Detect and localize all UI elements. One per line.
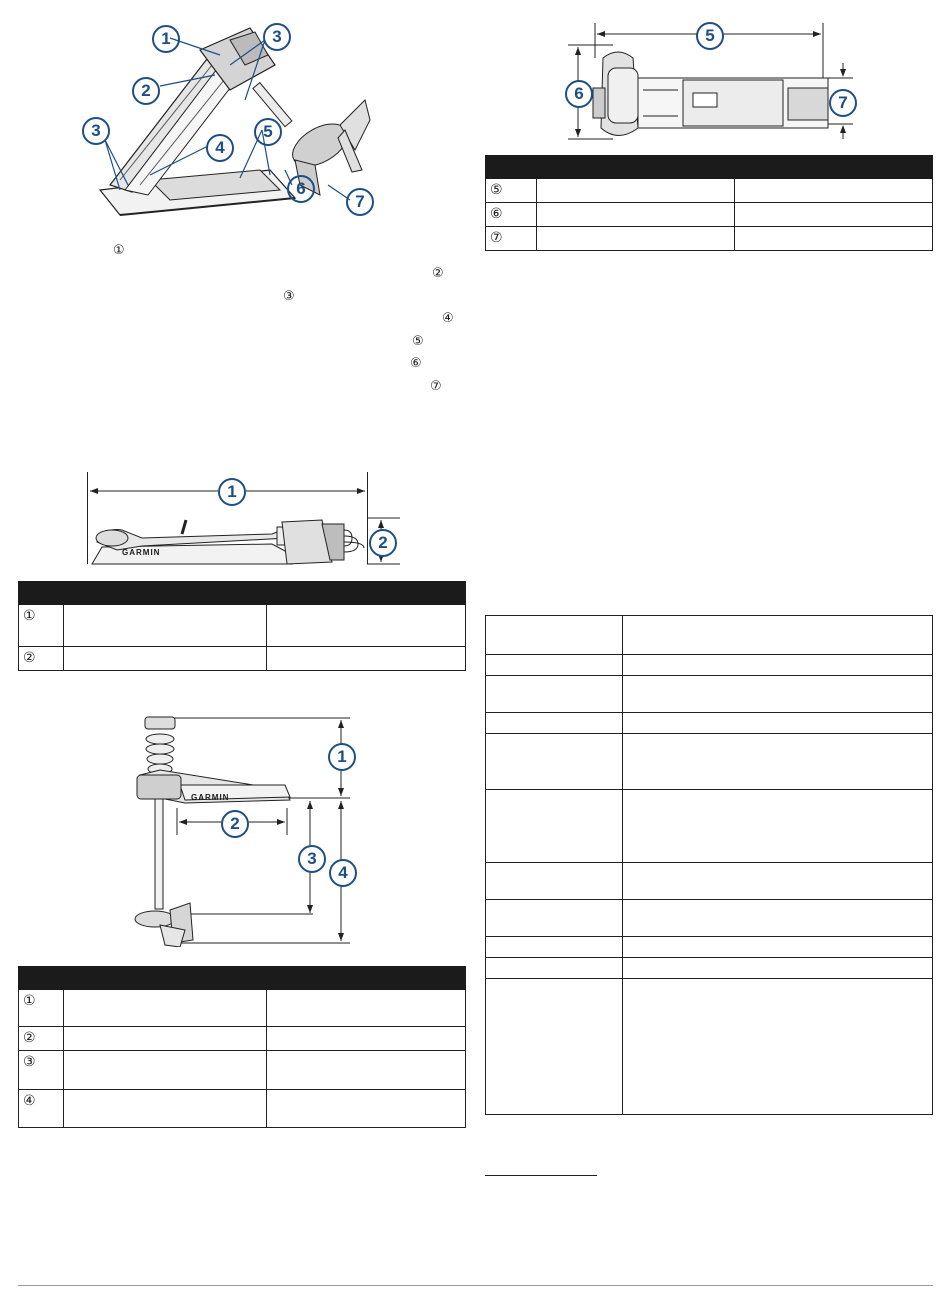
table-row (486, 863, 933, 900)
table-header (486, 156, 933, 179)
footnote-rule (485, 1175, 597, 1176)
callout-1: 1 (152, 25, 180, 53)
callout-3: 3 (298, 845, 326, 873)
table-row (19, 1051, 466, 1090)
legend-marker-3: ③ (283, 289, 295, 304)
callout-1: 1 (218, 478, 246, 506)
table-row (486, 676, 933, 713)
callout-5: 5 (254, 118, 282, 146)
table-row (486, 790, 933, 863)
table-row (486, 734, 933, 790)
table-row (19, 1027, 466, 1051)
figure-front-view (125, 715, 360, 947)
callout-2: 2 (221, 810, 249, 838)
row-marker: ③ (19, 1051, 64, 1090)
row-marker: ④ (19, 1090, 64, 1128)
table-row (486, 616, 933, 655)
table-row (486, 900, 933, 937)
table-row (19, 647, 466, 671)
table-row (486, 179, 933, 203)
callout-7: 7 (346, 188, 374, 216)
callout-6: 6 (287, 175, 315, 203)
legend-marker-1: ① (113, 243, 125, 258)
table-row (19, 990, 466, 1027)
table-row (486, 227, 933, 251)
figure-top-view (563, 18, 863, 148)
row-marker: ⑤ (486, 179, 537, 203)
table-row (486, 958, 933, 979)
side-brand: GARMIN (122, 548, 161, 557)
legend-marker-7: ⑦ (430, 379, 442, 394)
row-marker: ⑥ (486, 203, 537, 227)
legend-marker-6: ⑥ (410, 356, 422, 371)
row-marker: ② (19, 1027, 64, 1051)
row-marker: ② (19, 647, 64, 671)
row-marker: ① (19, 990, 64, 1027)
legend-marker-4: ④ (442, 311, 454, 326)
table-row (486, 979, 933, 1115)
callout-1: 1 (328, 743, 356, 771)
front-brand: GARMIN (191, 793, 230, 802)
legend-marker-5: ⑤ (412, 334, 424, 349)
callout-2: 2 (369, 529, 397, 557)
callout-3-left: 3 (82, 117, 110, 145)
dimension-table-b (18, 966, 466, 1128)
page-footer-rule (18, 1285, 933, 1286)
callout-3-top: 3 (263, 23, 291, 51)
row-marker: ① (19, 605, 64, 647)
table-header (19, 582, 466, 605)
figure-mount-overview (80, 20, 380, 220)
callout-6: 6 (565, 80, 593, 108)
specification-table (485, 615, 933, 1115)
callout-4: 4 (206, 134, 234, 162)
table-row (486, 203, 933, 227)
dimension-table-c (485, 155, 933, 251)
table-row (486, 655, 933, 676)
dimension-table-a (18, 581, 466, 671)
row-marker: ⑦ (486, 227, 537, 251)
table-row (19, 605, 466, 647)
figure-side-view (82, 472, 402, 572)
table-row (19, 1090, 466, 1128)
callout-5: 5 (696, 22, 724, 50)
table-header (19, 967, 466, 990)
legend-marker-2: ② (432, 266, 444, 281)
table-row (486, 713, 933, 734)
callout-4: 4 (329, 859, 357, 887)
callout-2: 2 (132, 77, 160, 105)
table-row (486, 937, 933, 958)
callout-7: 7 (829, 89, 857, 117)
